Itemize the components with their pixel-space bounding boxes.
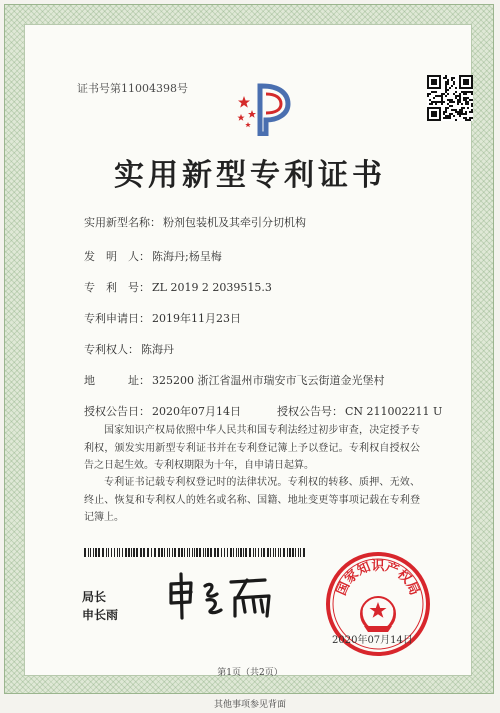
qr-code-icon (427, 75, 473, 121)
director-signature (165, 570, 285, 622)
field-patentee (84, 341, 174, 357)
seal-date: 2020年07月14日 (332, 635, 413, 646)
field-application-date (84, 310, 241, 326)
field-patent-number (84, 279, 272, 295)
grant-date-label: 授权公告日： (84, 405, 150, 418)
field-label: 地 址： (84, 374, 150, 387)
field-inventor (84, 248, 222, 264)
field-utility-model-name (84, 214, 306, 230)
field-value: 陈海丹;杨呈梅 (152, 250, 222, 263)
body-paragraph-1: 国家知识产权局依照中华人民共和国专利法经过初步审查，决定授予专利权，颁发实用新型专利证书并在专利登记簿上予以登记。专利权自授权公告之日起生效。专利权期限为十年，自申请日起算。 (84, 425, 420, 471)
field-label: 专利权人： (84, 343, 139, 356)
page-number: 第1页（共2页） (217, 668, 283, 678)
national-emblem-icon (361, 597, 395, 632)
certificate-number: 证书号第11004398号 (77, 82, 188, 95)
field-value: 粉剂包装机及其牵引分切机构 (163, 216, 306, 229)
body-paragraph-2: 专利证书记载专利权登记时的法律状况。专利权的转移、质押、无效、终止、恢复和专利权人的姓名或名称、国籍、地址变更等事项记载在专利登记簿上。 (84, 477, 420, 523)
field-value: 陈海丹 (141, 343, 174, 356)
field-label: 发 明 人： (84, 250, 150, 263)
barcode-icon (84, 548, 306, 557)
field-label: 专利申请日： (84, 312, 150, 325)
grant-date-value: 2020年07月14日 (152, 405, 241, 418)
director-title: 局长 (82, 590, 107, 604)
footer-note: 其他事项参见背面 (213, 700, 286, 710)
field-value: ZL 2019 2 2039515.3 (152, 281, 272, 294)
patent-office-logo-icon (232, 80, 294, 136)
grant-pub-value: CN 211002211 U (345, 405, 443, 418)
director-name: 申长雨 (82, 608, 119, 622)
grant-pub-label: 授权公告号： (277, 405, 343, 418)
field-value: 325200 浙江省温州市瑞安市飞云街道金光堡村 (152, 374, 385, 387)
field-value: 2019年11月23日 (152, 312, 241, 325)
field-address (84, 372, 385, 388)
seal-text: 国家知识产权局 (334, 558, 422, 598)
field-grant-info (84, 403, 442, 419)
certificate-title: 实用新型专利证书 (114, 158, 386, 193)
field-label: 专 利 号： (84, 281, 150, 294)
field-label: 实用新型名称： (84, 216, 161, 229)
